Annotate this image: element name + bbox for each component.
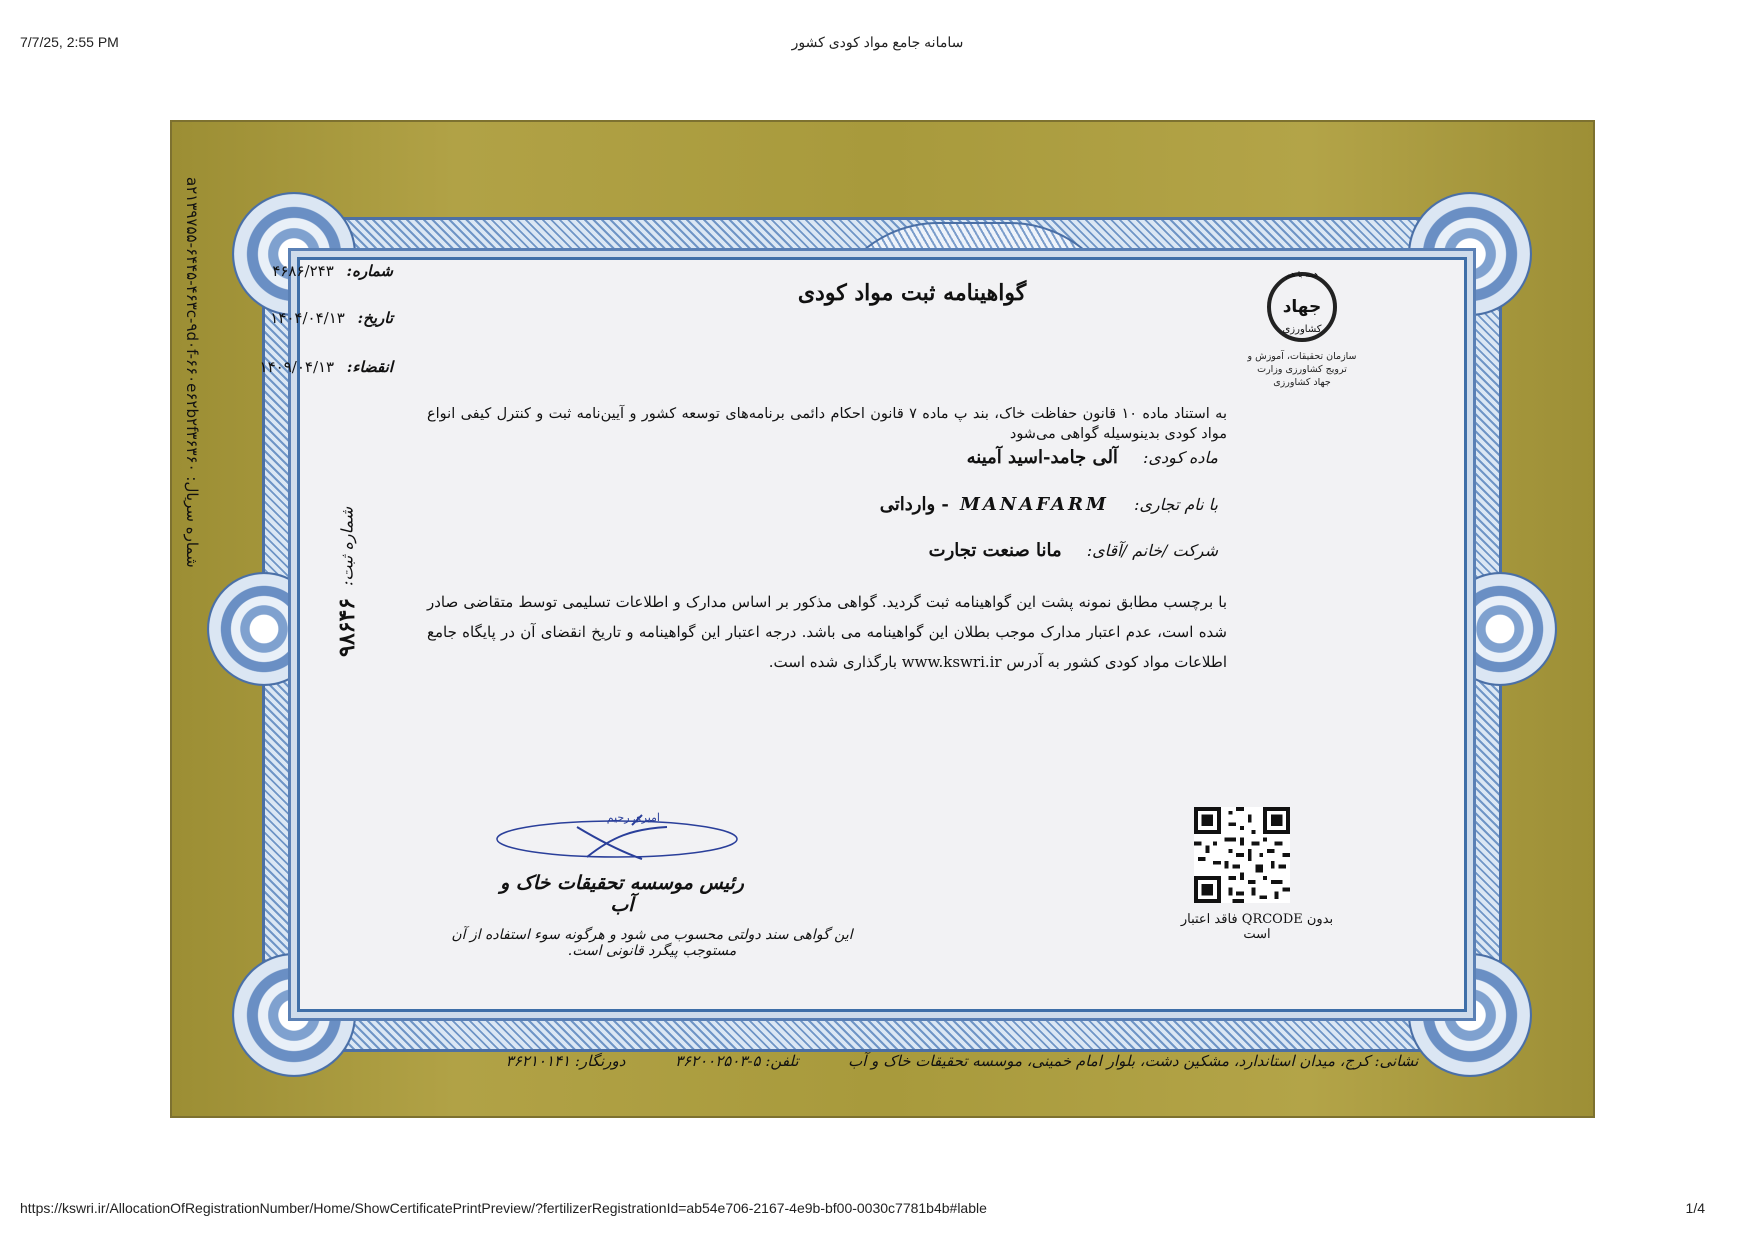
fertilizer-row (967, 447, 1218, 468)
qr-caption: بدون QRCODE فاقد اعتبار است (1180, 912, 1334, 942)
logo-sub-text: کشاورزی (1282, 324, 1322, 335)
trade-name-row (880, 494, 1218, 515)
certificate-date-row (270, 309, 393, 327)
certificate-expiry-label: انقضاء: (346, 358, 393, 376)
qr-code-icon (1194, 807, 1290, 903)
legal-note: این گواهی سند دولتی محسوب می شود و هرگونه سوء استفاده از آن مستوجب پیگرد قانونی است. (451, 927, 853, 959)
print-page-title: سامانه جامع مواد کودی کشور (791, 34, 964, 50)
registration-value: ۹۸۶۴۶ (334, 598, 360, 658)
body-paragraph: با برچسب مطابق نمونه پشت این گواهینامه ثبت گردید. گواهی مذکور بر اساس مدارک و اطلاعات تسلیمی توسط متقاضی صادر شده است، عدم اعتبار مدارک موجب بطلان این گواهینامه می باشد. درجه اعتبار این گواهینامه و تاریخ انقضای آن در پایگاه جامع اطلاعات مواد کودی کشور به آدرس www.kswri.ir بارگذاری شده است. (427, 593, 1227, 671)
agriculture-ministry-logo (1247, 270, 1357, 388)
certificate-number-row (272, 262, 393, 280)
company-value: مانا صنعت تجارت (928, 540, 1062, 561)
logo-caption: سازمان تحقیقات، آموزش و ترویج کشاورزی وزارت جهاد کشاورزی (1247, 351, 1357, 388)
certificate-title: گواهینامه ثبت مواد کودی (797, 280, 1027, 306)
print-header (20, 34, 1735, 54)
address-text: نشانی: کرج، میدان استاندارد، مشکین دشت، بلوار امام خمینی، موسسه تحقیقات خاک و آب (848, 1052, 1419, 1070)
company-row (929, 540, 1218, 561)
company-label: شرکت /خانم /آقای: (1086, 541, 1218, 560)
certificate-content (172, 122, 1593, 1116)
registration-label: شماره ثبت: (337, 507, 357, 587)
fertilizer-label: ماده کودی: (1143, 448, 1218, 467)
print-page-indicator: 1/4 (1685, 1200, 1705, 1216)
certificate-number-label: شماره: (346, 262, 393, 280)
certificate-expiry-row (260, 358, 393, 376)
print-datetime: 7/7/25, 2:55 PM (20, 34, 119, 50)
certificate-date-value: ۱۴۰۴/۰۴/۱۳ (270, 309, 345, 327)
jahad-logo-mark: جهاد (1267, 272, 1337, 342)
certificate (170, 120, 1595, 1118)
signatory-title: رئیس موسسه تحقیقات خاک و آب (500, 872, 744, 916)
certificate-expiry-value: ۱۴۰۹/۰۴/۱۳ (259, 358, 335, 376)
print-footer (20, 1200, 1735, 1220)
address-bar (462, 1052, 1462, 1070)
svg-text:امیری رحیم: امیری رحیم (606, 811, 660, 824)
fertilizer-value: آلی جامد-اسید آمینه (966, 447, 1118, 468)
certificate-number-value: ۴۶۸۶/۲۴۳ (272, 262, 334, 280)
certificate-date-label: تاریخ: (357, 309, 393, 327)
trade-name-brand: MANAFARM (959, 494, 1109, 515)
trade-name-label: با نام تجاری: (1133, 495, 1218, 514)
intro-paragraph: به استناد ماده ۱۰ قانون حفاظت خاک، بند پ ماده ۷ قانون احکام دائمی برنامه‌های توسعه کشور و آیین‌نامه ثبت و کنترل کیفی انواع مواد کودی بدینوسیله گواهی می‌شود (427, 406, 1227, 442)
logo-top-text: همه با هم (1285, 270, 1319, 279)
trade-name-suffix: - وارداتی (879, 494, 949, 515)
print-url: https://kswri.ir/AllocationOfRegistrationNumber/Home/ShowCertificatePrintPreview/?fertilizerRegistrationId=ab54e706-2167-4e9b-bf00-0030c7781b4b#lable (20, 1200, 987, 1216)
signature-image (492, 807, 742, 867)
fax-text: دورنگار: ۳۶۲۱۰۱۴۱ (505, 1052, 626, 1070)
phone-text: تلفن: ۵-۳۶۲۰۰۲۵۰۳ (674, 1052, 799, 1070)
serial-number: شماره سریال: a۲۱۳۹۷۵۵-۶۴۴۵-۴۶۳c-۹d۰f-۶۶۰e۶۲b۲f۳۶۳۶۰ (183, 176, 201, 568)
registration-number (327, 507, 367, 707)
